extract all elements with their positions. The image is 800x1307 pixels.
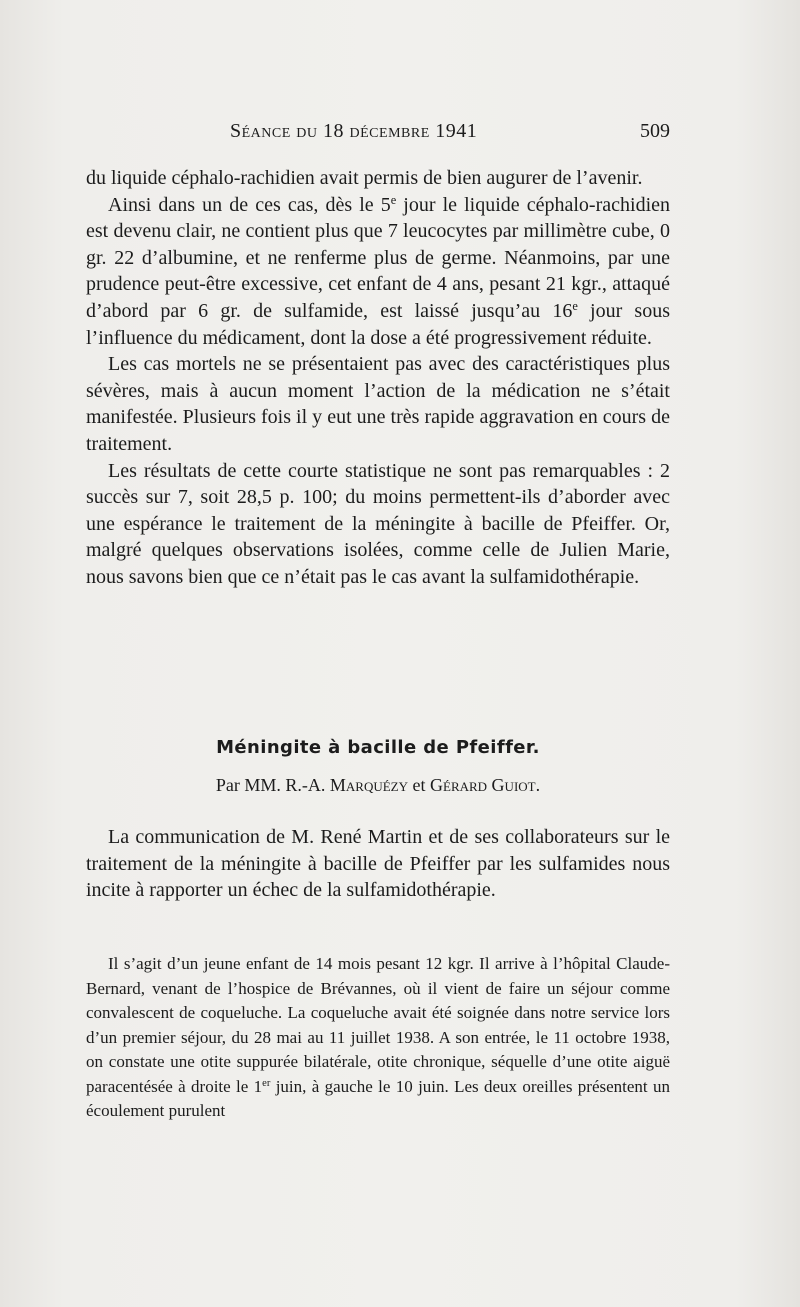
running-title-date: 18	[323, 120, 345, 142]
paragraph-continuation: du liquide céphalo-rachidien avait permis de bien augurer de l’avenir.	[86, 167, 643, 189]
paragraph-text: jour sous l’influence du médicament, dont la dose a été progressivement réduite.	[86, 299, 671, 349]
case-report	[86, 952, 670, 1124]
article-title: Méningite à bacille de Pfeiffer.	[216, 737, 540, 758]
ordinal-superscript: e	[572, 299, 578, 314]
article-authors	[86, 775, 670, 796]
paragraph-text: jour le liquide céphalo-rachidien est devenu clair, ne contient plus que 7 leucocytes par millimètre cube, 0 gr. 22 d’albumine, et ne renferme plus de germe. Néanmoins, par une prudence peut-être excessive, cet enfant de 4 ans, pesant 21 kgr., attaqué d’abord par 6 gr. de sulfamide, est laissé jusqu’au 16	[86, 193, 671, 322]
author-name: R.-A. Marquézy	[285, 775, 408, 795]
authors-prefix: Par MM.	[215, 775, 286, 795]
author-name: Gérard Guiot.	[430, 775, 541, 795]
paragraph-intro: La communication de M. René Martin et de ses collaborateurs sur le traitement de la méningite à bacille de Pfeiffer par les sulfamides nous incite à rapporter un échec de la sulfamidothérapie.	[86, 826, 670, 902]
article-intro	[86, 824, 670, 904]
running-title	[230, 120, 477, 143]
paragraph-case-report	[86, 952, 670, 1124]
paragraph-fatal-cases: Les cas mortels ne se présentaient pas avec des caractéristiques plus sévères, mais à aucun moment l’action de la médication ne s’était manifestée. Plusieurs fois il y eut une très rapide aggravation en cours de traitement.	[86, 353, 670, 455]
running-title-year: 1941	[435, 120, 478, 142]
page-number: 509	[640, 120, 670, 142]
paragraph-case-example	[86, 192, 670, 352]
running-title-prefix: Séance du	[230, 120, 324, 142]
authors-joiner: et	[408, 775, 430, 795]
paragraph-text: Il s’agit d’un jeune enfant de 14 mois pesant 12 kgr. Il arrive à l’hôpital Claude-Bernard, venant de l’hospice de Brévannes, où il vient de faire un séjour comme convalescent de coqueluche. La coqueluche avait été soignée dans notre service lors d’un premier séjour, du 28 mai au 11 juillet 1938. A son entrée, le 11 octobre 1938, on constate une otite suppurée bilatérale, otite chronique, séquelle d’une otite aiguë paracentésée à droite le 1	[86, 954, 670, 1096]
running-head	[86, 120, 670, 148]
paragraph-text: Ainsi dans un de ces cas, dès le 5	[108, 193, 391, 216]
paragraph-results: Les résultats de cette courte statistique ne sont pas remarquables : 2 succès sur 7, soit 28,5 p. 100; du moins permettent-ils d’aborder avec une espérance le traitement de la méningite à bacille de Pfeiffer. Or, malgré quelques observations isolées, comme celle de Julien Marie, nous savons bien que ce n’était pas le cas avant la sulfamidothérapie.	[86, 459, 670, 588]
ordinal-superscript: er	[262, 1077, 271, 1089]
paragraph-text: juin, à gauche le 10 juin. Les deux oreilles présentent un écoulement purulent	[86, 1076, 670, 1120]
body-text	[86, 165, 670, 591]
ordinal-superscript: e	[390, 192, 397, 207]
running-title-month: décembre	[344, 120, 436, 142]
